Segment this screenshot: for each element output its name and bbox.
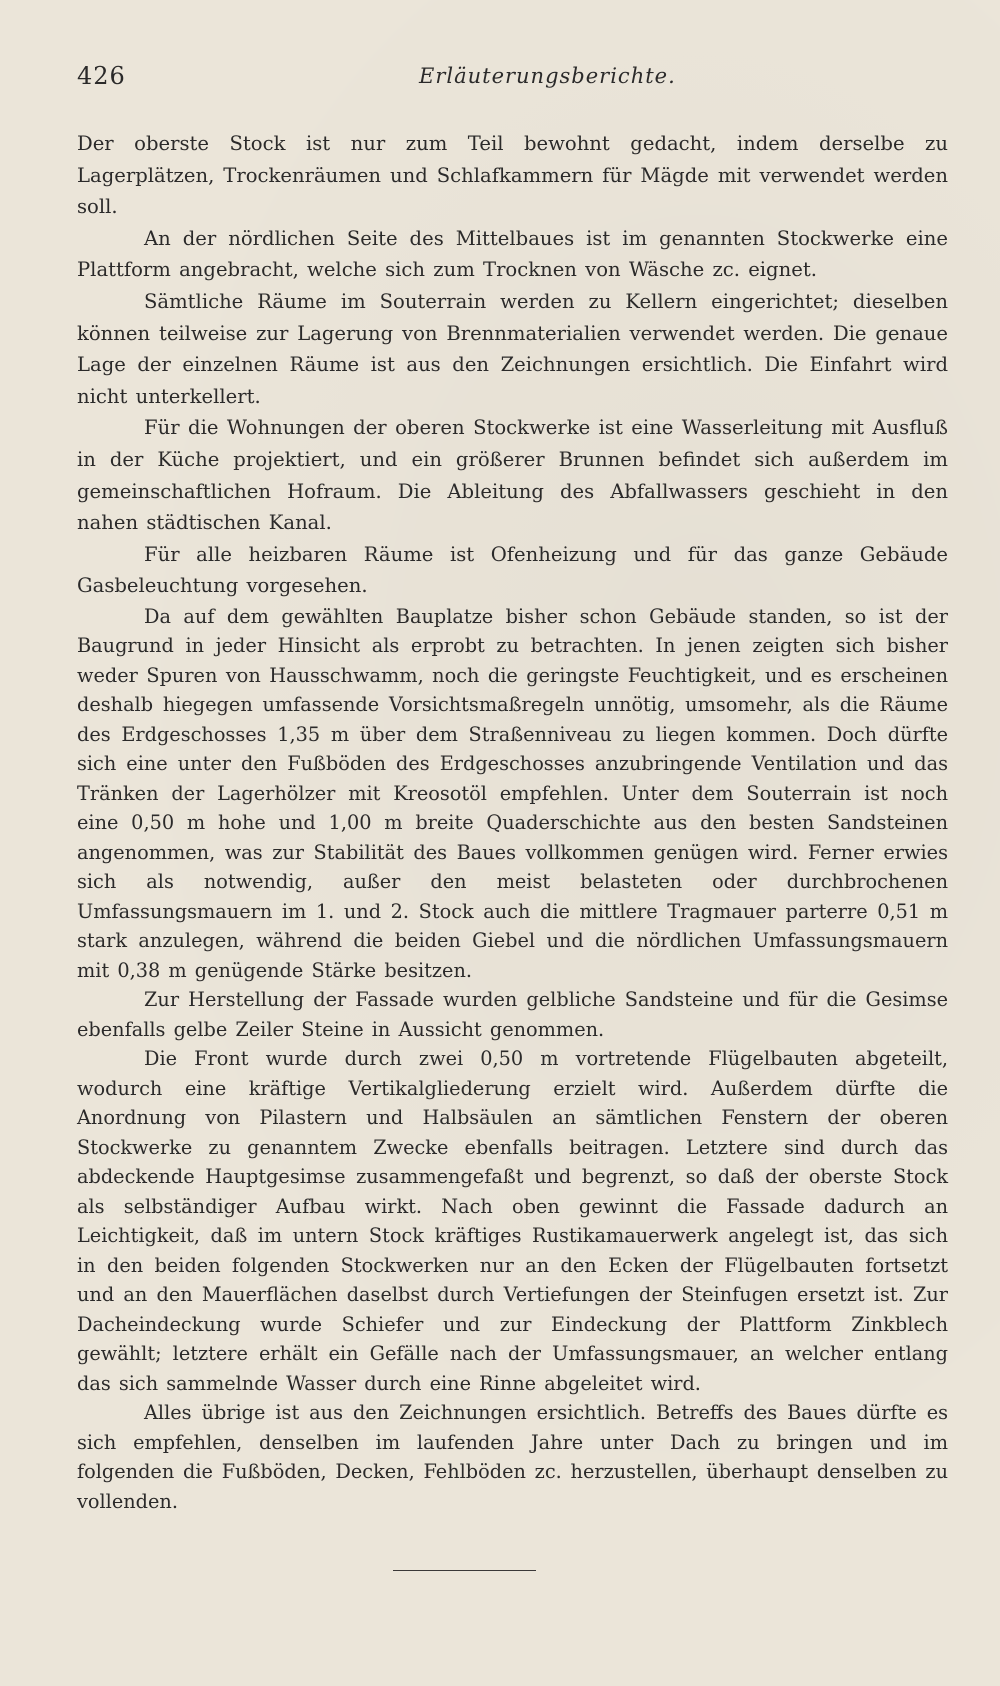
running-title: Erläuterungsberichte. (419, 64, 676, 88)
paragraph-souterrain: Sämtliche Räume im Souterrain werden zu Kellern eingerichtet; dieselben können teilweise zur Lagerung von Brennmaterialien verwendet werden. Die genaue Lage der einzelnen Räume ist aus den Zeichnungen ersichtlich. Die Einfahrt wird nicht unterkellert. (77, 289, 948, 408)
paragraph-top-floor: Der oberste Stock ist nur zum Teil bewohnt gedacht, indem derselbe zu Lagerplätzen, Trockenräumen und Schlafkammern für Mägde mit verwendet werden soll. (77, 132, 948, 219)
page-number: 426 (77, 62, 126, 90)
body-text (77, 128, 948, 1516)
paragraph-facade-material: Zur Herstellung der Fassade wurden gelbliche Sandsteine und für die Gesimse ebenfalls gelbe Zeiler Steine in Aussicht genommen. (77, 988, 948, 1041)
paragraph-conclusion: Alles übrige ist aus den Zeichnungen ersichtlich. Betreffs des Baues dürfte es sich empfehlen, denselben im laufenden Jahre unter Dach zu bringen und im folgenden die Fußböden, Decken, Fehlböden zc. herzustellen, überhaupt denselben zu vollenden. (77, 1401, 948, 1513)
paragraph-facade-design: Die Front wurde durch zwei 0,50 m vortretende Flügelbauten abgeteilt, wodurch eine kräftige Vertikalgliederung erzielt wird. Außerdem dürfte die Anordnung von Pilastern und Halbsäulen an sämtlichen Fenstern der oberen Stockwerke zu genanntem Zwecke ebenfalls beitragen. Letztere sind durch das abdeckende Hauptgesimse zusammengefaßt und begrenzt, so daß der oberste Stock als selbständiger Aufbau wirkt. Nach oben gewinnt die Fassade dadurch an Leichtigkeit, daß im untern Stock kräftiges Rustikamauerwerk angelegt ist, das sich in den beiden folgenden Stockwerken nur an den Ecken der Flügelbauten fortsetzt und an den Mauerflächen daselbst durch Vertiefungen der Steinfugen ersetzt ist. Zur Dacheindeckung wurde Schiefer und zur Eindeckung der Plattform Zinkblech gewählt; letztere erhält ein Gefälle nach der Umfassungsmauer, an welcher entlang das sich sammelnde Wasser durch eine Rinne abgeleitet wird. (77, 1047, 948, 1395)
paragraph-heating: Für alle heizbaren Räume ist Ofenheizung und für das ganze Gebäude Gasbeleuchtung vorgesehen. (77, 542, 948, 598)
closing-rule (393, 1570, 536, 1571)
paragraph-platform: An der nördlichen Seite des Mittelbaues ist im genannten Stockwerke eine Plattform angebracht, welche sich zum Trocknen von Wäsche zc. eignet. (77, 226, 948, 282)
page-header (77, 62, 948, 92)
paragraph-foundation: Da auf dem gewählten Bauplatze bisher schon Gebäude standen, so ist der Baugrund in jeder Hinsicht als erprobt zu betrachten. In jenen zeigten sich bisher weder Spuren von Hausschwamm, noch die geringste Feuchtigkeit, und es erscheinen deshalb hiegegen umfassende Vorsichtsmaßregeln unnötig, umsomehr, als die Räume des Erdgeschosses 1,35 m über dem Straßenniveau zu liegen kommen. Doch dürfte sich eine unter den Fußböden des Erdgeschosses anzubringende Ventilation und das Tränken der Lagerhölzer mit Kreosotöl empfehlen. Unter dem Souterrain ist noch eine 0,50 m hohe und 1,00 m breite Quaderschichte aus den besten Sandsteinen angenommen, was zur Stabilität des Baues vollkommen genügen wird. Ferner erwies sich als notwendig, außer den meist belasteten oder durchbrochenen Umfassungsmauern im 1. und 2. Stock auch die mittlere Tragmauer parterre 0,51 m stark anzulegen, während die beiden Giebel und die nördlichen Umfassungsmauern mit 0,38 m genügende Stärke besitzen. (77, 604, 948, 982)
paragraph-water-supply: Für die Wohnungen der oberen Stockwerke ist eine Wasserleitung mit Ausfluß in der Küche projektiert, und ein größerer Brunnen befindet sich außerdem im gemeinschaftlichen Hofraum. Die Ableitung des Abfallwassers geschieht in den nahen städtischen Kanal. (77, 416, 948, 535)
